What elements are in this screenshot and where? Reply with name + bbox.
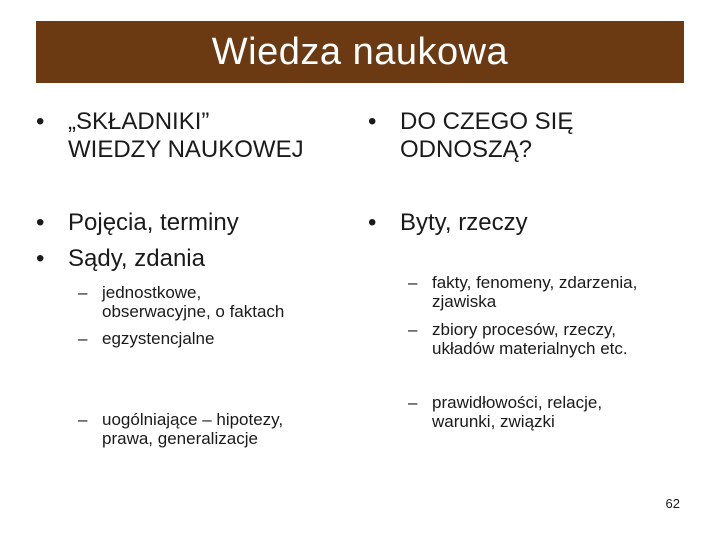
bullet-icon: • — [36, 245, 45, 272]
left-sub-individual-line2: obserwacyjne, o faktach — [102, 302, 285, 321]
slide-number: 62 — [665, 496, 680, 511]
left-bullet-judgments-text: Sądy, zdania — [68, 245, 205, 272]
left-sub-individual-line1: jednostkowe, — [102, 283, 202, 302]
right-sub-sets — [408, 320, 698, 358]
left-bullet-concepts — [36, 209, 356, 237]
right-sub-facts-line2: zjawiska — [432, 292, 497, 311]
left-sub-existential-text: egzystencjalne — [102, 329, 215, 348]
left-sub-generalizing-line1: uogólniające – hipotezy, — [102, 410, 284, 429]
bullet-icon: • — [36, 209, 45, 236]
left-heading-line1: „SKŁADNIKI” — [68, 108, 210, 135]
bullet-icon: • — [368, 108, 377, 135]
dash-icon: – — [408, 273, 418, 292]
title-bar — [36, 21, 684, 83]
bullet-icon: • — [368, 209, 377, 236]
right-sub-facts-line1: fakty, fenomeny, zdarzenia, — [432, 273, 638, 292]
dash-icon: – — [408, 393, 418, 412]
left-sub-individual — [78, 283, 358, 321]
left-sub-existential — [78, 329, 358, 348]
right-sub-regularities — [408, 393, 698, 431]
left-sub-generalizing — [78, 410, 358, 448]
right-sub-sets-line1: zbiory procesów, rzeczy, — [432, 320, 616, 339]
right-bullet-beings-text: Byty, rzeczy — [400, 209, 528, 236]
dash-icon: – — [78, 410, 88, 429]
bullet-icon: • — [36, 108, 45, 135]
left-heading — [36, 108, 356, 164]
right-sub-facts — [408, 273, 698, 311]
right-heading-line1: DO CZEGO SIĘ — [400, 108, 574, 135]
left-bullet-concepts-text: Pojęcia, terminy — [68, 209, 239, 236]
right-sub-regularities-line2: warunki, związki — [432, 412, 555, 431]
right-sub-sets-line2: układów materialnych etc. — [432, 339, 628, 358]
dash-icon: – — [78, 283, 88, 302]
right-heading — [368, 108, 688, 164]
right-sub-regularities-line1: prawidłowości, relacje, — [432, 393, 603, 412]
right-heading-line2: ODNOSZĄ? — [400, 136, 533, 163]
slide-title: Wiedza naukowa — [211, 30, 509, 73]
left-sub-generalizing-line2: prawa, generalizacje — [102, 429, 258, 448]
left-heading-line2: WIEDZY NAUKOWEJ — [68, 136, 304, 163]
dash-icon: – — [408, 320, 418, 339]
left-bullet-judgments — [36, 245, 356, 273]
right-bullet-beings — [368, 209, 688, 237]
dash-icon: – — [78, 329, 88, 348]
